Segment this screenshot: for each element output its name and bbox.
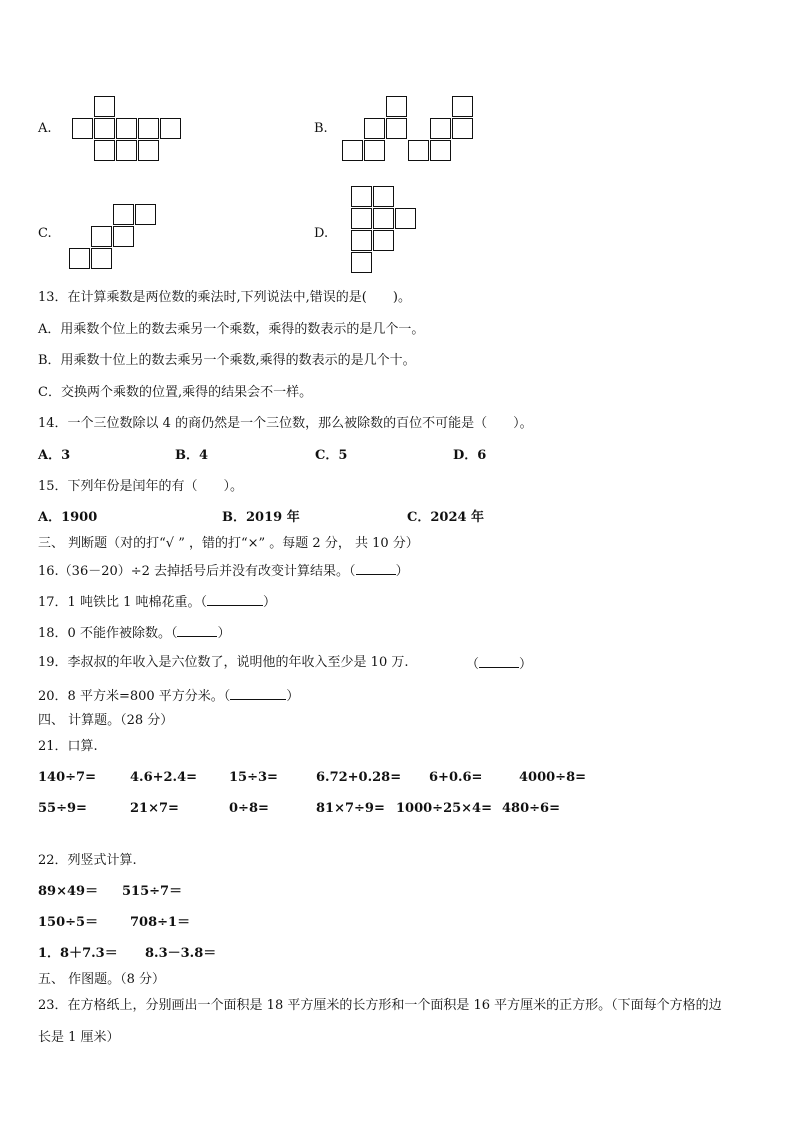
q21-item: 55÷9= [38,801,87,816]
q20-text: 20．8 平方米=800 平方分米。（ [38,689,231,704]
q21-item: 1000÷25×4= [396,801,492,816]
q17-paren-close: ） [262,595,276,610]
net-cell [69,248,90,269]
net-cell [135,204,156,225]
net-cell [351,252,372,273]
q21-item: 140÷7= [38,770,96,785]
section-4-heading: 四、 计算题。（28 分） [38,713,174,728]
q21-item: 6.72+0.28= [316,770,402,785]
cube-net-d [351,186,419,276]
q20-paren-close: ） [286,689,300,704]
net-cell [94,96,115,117]
q21-item: 0÷8= [229,801,269,816]
net-cell [351,186,372,207]
q22-title: 22．列竖式计算. [38,853,137,868]
q22-item: 708÷1＝ [130,915,191,930]
q13-stem: 13．在计算乘数是两位数的乘法时,下列说法中,错误的是( )。 [38,290,411,305]
q23-line-2: 长是 1 厘米） [38,1030,120,1045]
net-cell [342,140,363,161]
net-cell [72,118,93,139]
q14-option-c: C．5 [315,448,348,463]
cube-net-c [69,204,159,271]
q13-option-b: B．用乘数十位上的数去乘另一个乘数,乘得的数表示的是几个十。 [38,353,416,368]
q14-option-d: D．6 [453,448,487,463]
q14-stem: 14．一个三位数除以 4 的商仍然是一个三位数，那么被除数的百位不可能是（ ）。 [38,416,533,431]
net-cell [452,118,473,139]
q19-answer-blank[interactable] [479,655,519,668]
option-a-label: A. [38,121,52,136]
q20-answer-blank[interactable] [230,687,286,700]
q17-answer-blank[interactable] [207,593,263,606]
q21-item: 6+0.6= [429,770,483,785]
cube-net-b [342,96,476,162]
section-5-heading: 五、 作图题。（8 分） [38,972,166,987]
net-cell [452,96,473,117]
q21-item: 4000÷8= [519,770,587,785]
net-cell [351,208,372,229]
q19-text: 19．李叔叔的年收入是六位数了，说明他的年收入至少是 10 万. [38,655,409,670]
q22-item: 89×49＝ [38,884,99,899]
q20 [38,687,299,705]
net-cell [351,230,372,251]
q17-text: 17．1 吨铁比 1 吨棉花重。（ [38,595,207,610]
q22-item: 150÷5＝ [38,915,99,930]
net-cell [364,140,385,161]
q19-paren-close: ） [519,657,533,672]
net-cell [94,118,115,139]
q21-item: 4.6+2.4= [130,770,198,785]
net-cell [116,140,137,161]
option-b-label: B. [314,121,328,136]
q21-item: 15÷3= [229,770,278,785]
q15-option-b: B．2019 年 [222,510,300,525]
q21-item: 21×7= [130,801,179,816]
net-cell [386,118,407,139]
q22-item: 8.3－3.8＝ [145,946,217,961]
q19 [38,655,408,671]
q15-option-c: C．2024 年 [407,510,485,525]
cube-net-a [72,96,184,162]
q18-text: 18．0 不能作被除数。（ [38,626,178,641]
q14-option-b: B．4 [175,448,209,463]
q15-stem: 15．下列年份是闰年的有（ ）。 [38,479,244,494]
q22-item: 1．8＋7.3＝ [38,946,118,961]
net-cell [91,226,112,247]
net-cell [91,248,112,269]
q16-answer-blank[interactable] [356,562,396,575]
q16-text: 16.（36－20）÷2 去掉括号后并没有改变计算结果。（ [38,564,356,579]
q18-paren-close: ） [217,626,231,641]
net-cell [373,186,394,207]
net-cell [113,226,134,247]
net-cell [408,140,429,161]
q21-item: 81×7÷9= [316,801,385,816]
net-cell [160,118,181,139]
q23-line-1: 23．在方格纸上，分别画出一个面积是 18 平方厘米的长方形和一个面积是 16 平方厘米的正方形。（下面每个方格的边 [38,998,722,1013]
net-cell [138,140,159,161]
net-cell [373,230,394,251]
option-c-label: C. [38,226,52,241]
q19-answer [466,655,532,673]
net-cell [116,118,137,139]
q14-option-a: A．3 [38,448,71,463]
net-cell [430,118,451,139]
net-cell [395,208,416,229]
q17 [38,593,276,611]
q16-paren-close: ） [395,564,409,579]
section-3-heading: 三、 判断题（对的打“√ ” ，错的打“×” 。每题 2 分， 共 10 分） [38,536,419,551]
q15-option-a: A．1900 [38,510,98,525]
net-cell [386,96,407,117]
net-cell [138,118,159,139]
net-cell [430,140,451,161]
net-cell [373,208,394,229]
q18 [38,624,230,642]
net-cell [364,118,385,139]
q22-item: 515÷7＝ [122,884,183,899]
q16 [38,562,409,580]
q21-title: 21．口算. [38,739,98,754]
net-cell [94,140,115,161]
net-cell [113,204,134,225]
q13-option-c: C．交换两个乘数的位置,乘得的结果会不一样。 [38,385,313,400]
option-d-label: D. [314,226,329,241]
q18-answer-blank[interactable] [177,624,217,637]
q13-option-a: A．用乘数个位上的数去乘另一个乘数，乘得的数表示的是几个一。 [38,322,425,337]
q19-paren-open: （ [466,657,480,672]
q21-item: 480÷6= [502,801,560,816]
